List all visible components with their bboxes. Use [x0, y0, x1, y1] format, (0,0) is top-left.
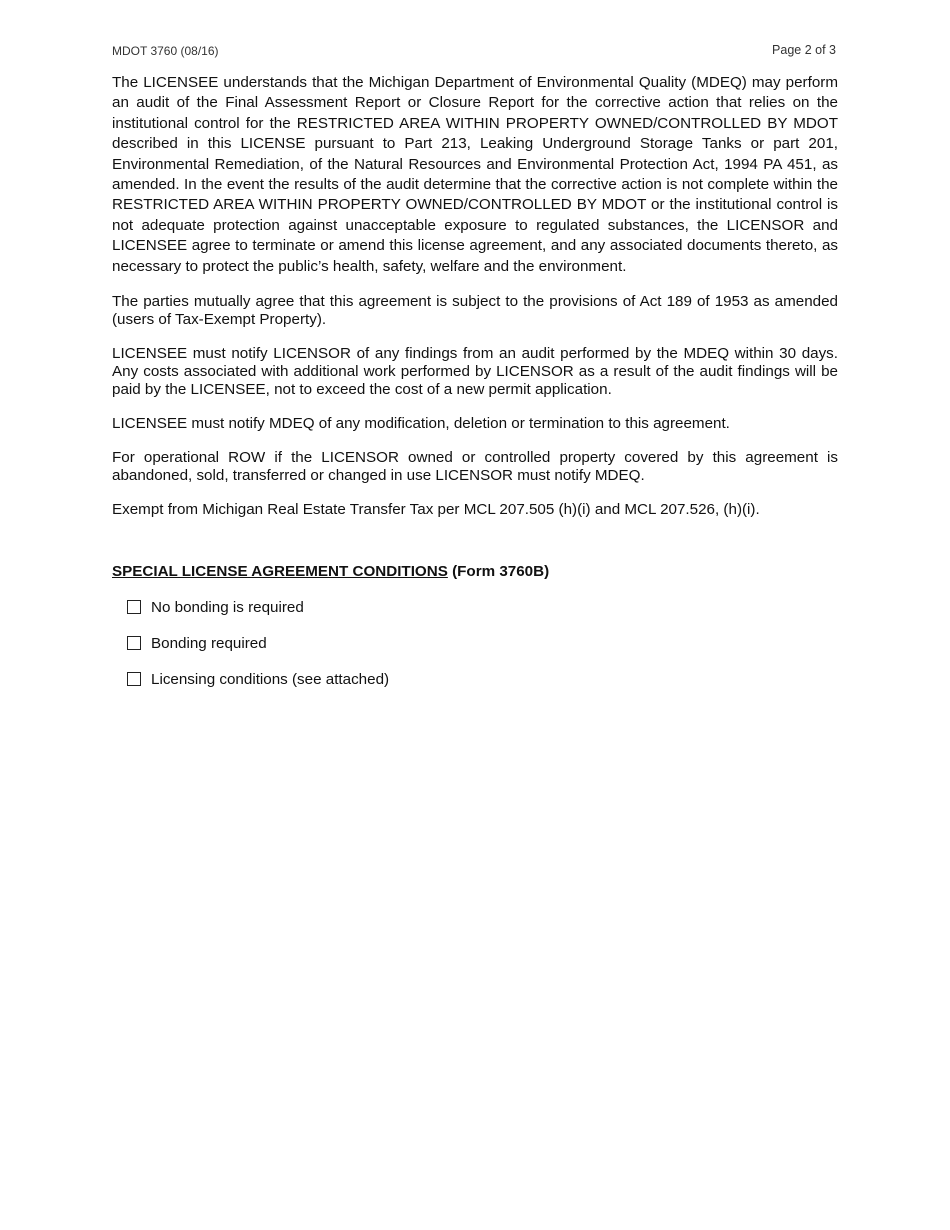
bonding-required-label: Bonding required: [151, 634, 267, 652]
paragraph-audit-findings: LICENSEE must notify LICENSOR of any findings from an audit performed by the MDEQ within 30 days. Any costs associated with additional work performed by LICENSOR as a result of the audit findings will be paid by the LICENSEE, not to exceed the cost of a new permit application.: [112, 345, 838, 399]
licensing-conditions-label: Licensing conditions (see attached): [151, 670, 390, 688]
form-id: MDOT 3760 (08/16): [112, 44, 219, 58]
option-licensing-conditions[interactable]: [127, 670, 389, 688]
paragraph-tax-exempt: Exempt from Michigan Real Estate Transfer Tax per MCL 207.505 (h)(i) and MCL 207.526, (h)(i).: [112, 501, 760, 519]
paragraph-audit: The LICENSEE understands that the Michigan Department of Environmental Quality (MDEQ) may perform an audit of the Final Assessment Report or Closure Report for the corrective action that relies on the institutional control for the RESTRICTED AREA WITHIN PROPERTY OWNED/CONTROLLED BY MDOT described in this LICENSE pursuant to Part 213, Leaking Underground Storage Tanks or part 201, Environmental Remediation, of the Natural Resources and Environmental Protection Act, 1994 PA 451, as amended. In the event the results of the audit determine that the corrective action is not complete within the RESTRICTED AREA WITHIN PROPERTY OWNED/CONTROLLED BY MDOT or the institutional control is not adequate protection against unacceptable exposure to regulated substances, the LICENSOR and LICENSEE agree to terminate or amend this license agreement, and any associated documents thereto, as necessary to protect the public’s health, safety, welfare and the environment.: [112, 74, 838, 275]
paragraph-operational-row: For operational ROW if the LICENSOR owned or controlled property covered by this agreement is abandoned, sold, transferred or changed in use LICENSOR must notify MDEQ.: [112, 449, 838, 485]
option-bonding-required[interactable]: [127, 634, 389, 652]
conditions-checklist: [127, 598, 389, 706]
licensing-conditions-checkbox[interactable]: [127, 672, 141, 686]
document-body: [112, 73, 838, 535]
paragraph-notify-mdeq: LICENSEE must notify MDEQ of any modification, deletion or termination to this agreement.: [112, 415, 730, 433]
section-title-text: SPECIAL LICENSE AGREEMENT CONDITIONS: [112, 563, 448, 580]
bonding-required-checkbox[interactable]: [127, 636, 141, 650]
section-title: [112, 563, 549, 580]
option-no-bonding[interactable]: [127, 598, 389, 616]
no-bonding-label: No bonding is required: [151, 598, 304, 616]
paragraph-act-189: The parties mutually agree that this agreement is subject to the provisions of Act 189 of 1953 as amended (users of Tax-Exempt Property).: [112, 293, 838, 329]
page-number: Page 2 of 3: [772, 43, 836, 57]
no-bonding-checkbox[interactable]: [127, 600, 141, 614]
section-form-ref: (Form 3760B): [447, 563, 550, 580]
